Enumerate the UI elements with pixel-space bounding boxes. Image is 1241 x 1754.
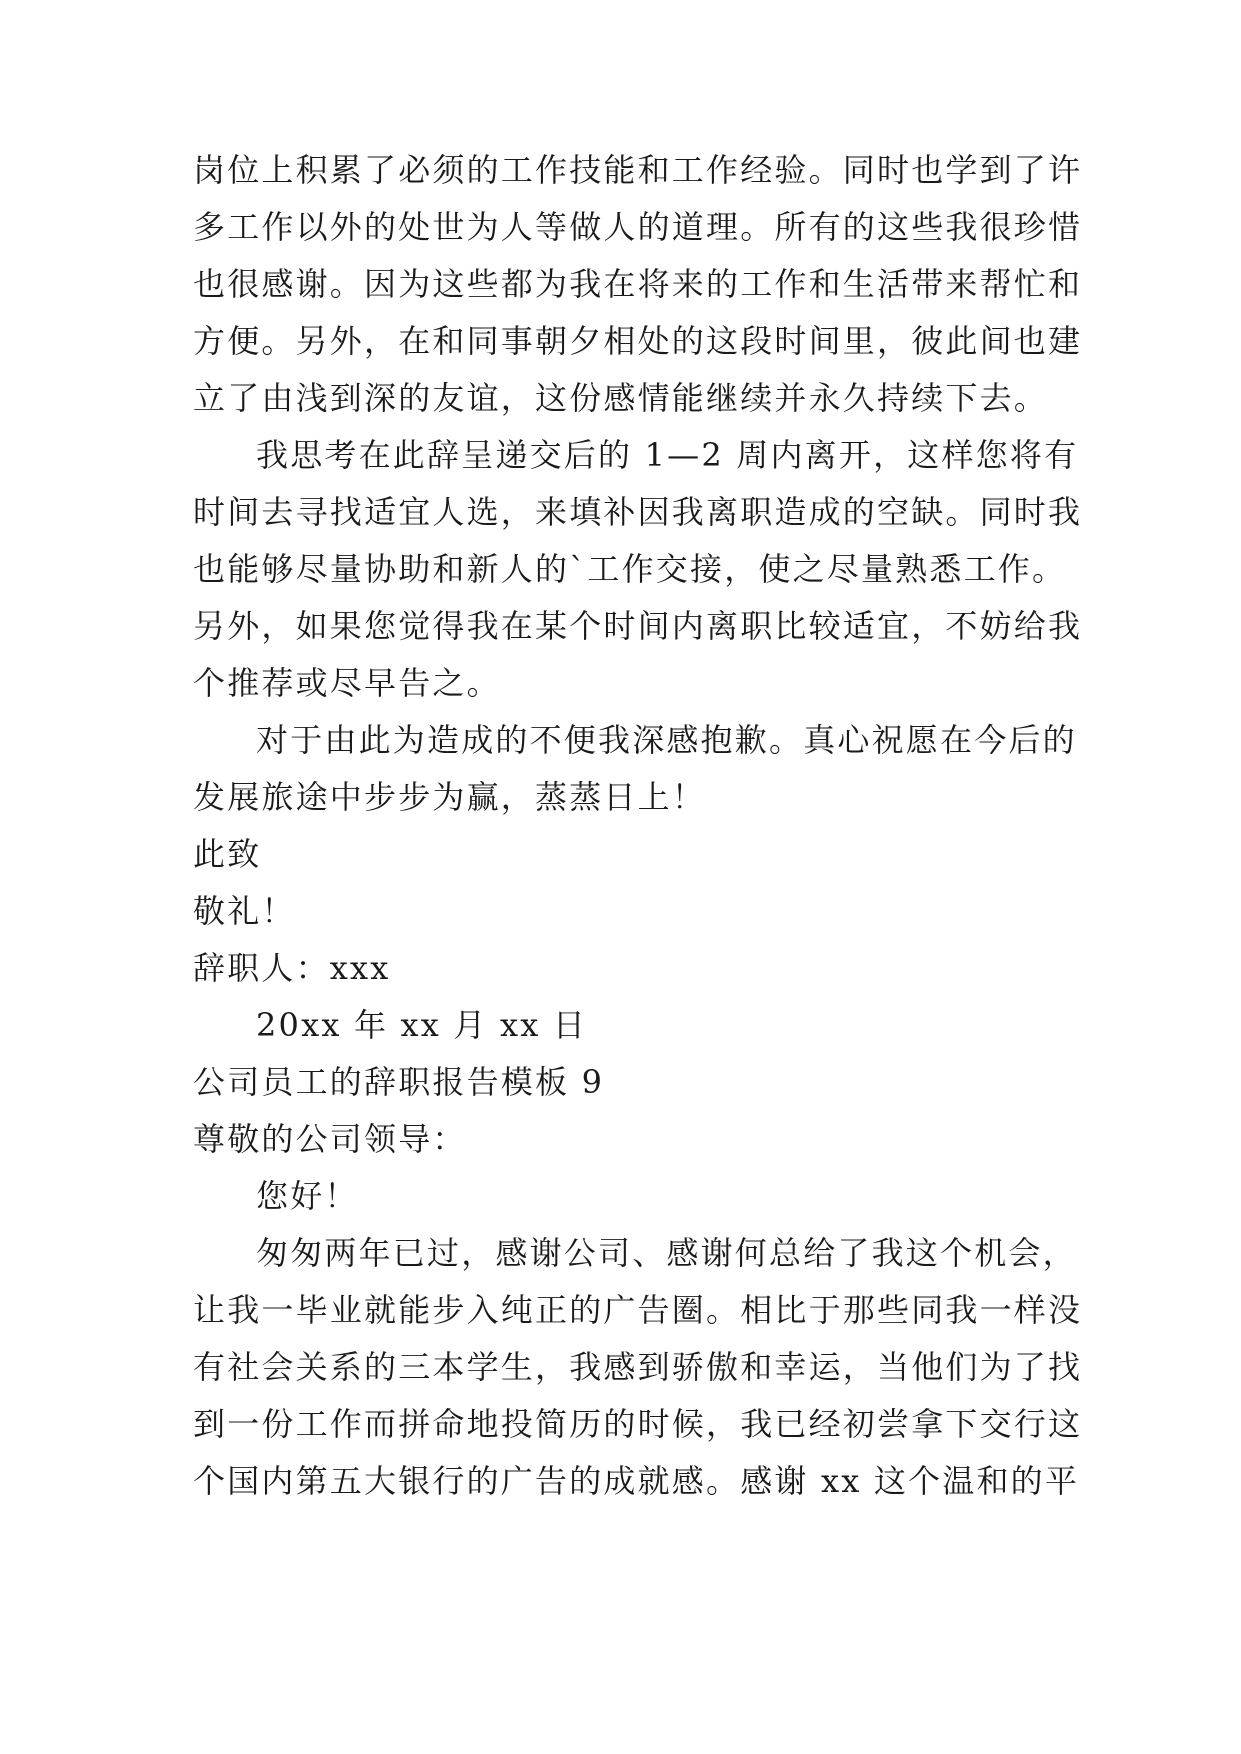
text-line: 也很感谢。因为这些都为我在将来的工作和生活带来帮忙和 — [193, 265, 1083, 303]
text-line: 让我一毕业就能步入纯正的广告圈。相比于那些同我一样没 — [193, 1291, 1083, 1329]
text-line: 岗位上积累了必须的工作技能和工作经验。同时也学到了许 — [193, 151, 1083, 189]
salutation: 尊敬的公司领导： — [193, 1120, 467, 1158]
signature-line: 辞职人：xxx — [193, 949, 391, 987]
text-line: 我思考在此辞呈递交后的 1—2 周内离开，这样您将有 — [256, 436, 1079, 474]
text-line: 另外，如果您觉得我在某个时间内离职比较适宜，不妨给我 — [193, 607, 1083, 645]
text-line: 也能够尽量协助和新人的`工作交接，使之尽量熟悉工作。 — [193, 550, 1067, 588]
text-line: 个推荐或尽早告之。 — [193, 664, 501, 702]
text-line: 个国内第五大银行的广告的成就感。感谢 xx 这个温和的平 — [193, 1462, 1080, 1500]
text-line: 发展旅途中步步为赢，蒸蒸日上！ — [193, 778, 707, 816]
text-line: 立了由浅到深的友谊，这份感情能继续并永久持续下去。 — [193, 379, 1049, 417]
text-line: 方便。另外，在和同事朝夕相处的这段时间里，彼此间也建 — [193, 322, 1083, 360]
section-title: 公司员工的辞职报告模板 9 — [193, 1063, 605, 1101]
text-line: 时间去寻找适宜人选，来填补因我离职造成的空缺。同时我 — [193, 493, 1083, 531]
text-line: 到一份工作而拼命地投简历的时候，我已经初尝拿下交行这 — [193, 1405, 1083, 1443]
text-line: 对于由此为造成的不便我深感抱歉。真心祝愿在今后的 — [256, 721, 1077, 759]
text-line: 多工作以外的处世为人等做人的道理。所有的这些我很珍惜 — [193, 208, 1083, 246]
date-line: 20xx 年 xx 月 xx 日 — [256, 1006, 588, 1044]
greeting: 您好！ — [256, 1177, 359, 1215]
closing-line: 此致 — [193, 835, 262, 873]
text-line: 有社会关系的三本学生，我感到骄傲和幸运，当他们为了找 — [193, 1348, 1083, 1386]
text-line: 匆匆两年已过，感谢公司、感谢何总给了我这个机会， — [256, 1234, 1077, 1272]
closing-line: 敬礼！ — [193, 892, 296, 930]
